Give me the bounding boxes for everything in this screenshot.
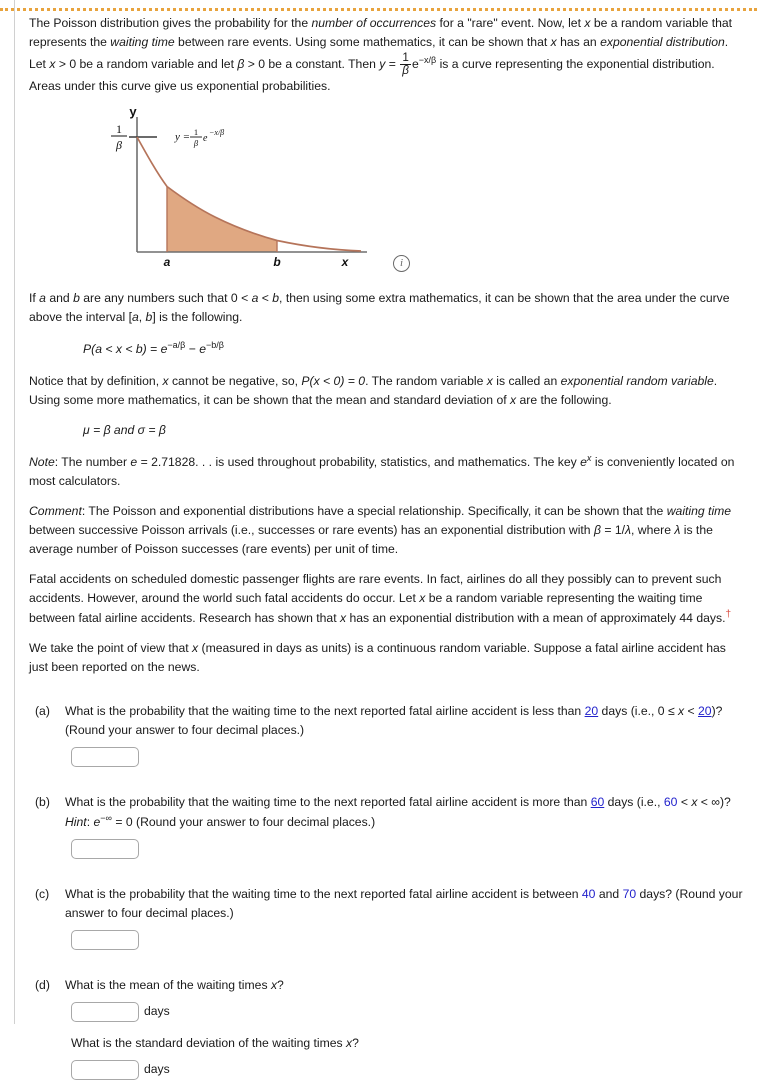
x-axis-label: x bbox=[341, 255, 349, 268]
p2-text-7: ] is the following. bbox=[152, 310, 243, 325]
answer-unit-d-sd: days bbox=[144, 1062, 170, 1077]
p3-var-x-2: x bbox=[486, 373, 493, 388]
scenario-var-x-1: x bbox=[419, 590, 426, 605]
intro-var-x-1: x bbox=[584, 16, 591, 30]
scenario-var-x-2: x bbox=[339, 611, 347, 626]
qa-text-4: )? (Round your answer to four decimal places.) bbox=[65, 704, 723, 738]
info-icon[interactable]: i bbox=[393, 255, 410, 272]
intro-text-9: is a curve representing the exponential distribution. Areas under this curve give us exponential probabilities. bbox=[29, 56, 715, 94]
intro-var-x-3: x bbox=[49, 56, 56, 71]
qb-hint-exponent: −∞ bbox=[100, 812, 112, 823]
answer-input-d-sd[interactable] bbox=[71, 1060, 139, 1080]
qb-text-4: < ∞)? bbox=[697, 795, 731, 810]
qa-value-20-second: 20 bbox=[698, 704, 712, 719]
answer-input-c[interactable] bbox=[71, 930, 139, 950]
note-label: Note bbox=[29, 455, 55, 470]
question-a-label: (a) bbox=[35, 704, 50, 719]
qb-hint-label: Hint bbox=[65, 815, 87, 829]
intro-exp-base: e bbox=[411, 56, 419, 71]
shaded-area-a-to-b bbox=[167, 187, 277, 253]
qa-text-2: days (i.e., 0 ≤ bbox=[598, 704, 679, 719]
intro-text-4: between rare events. Using some mathematics, it can be shown that bbox=[174, 34, 551, 49]
interval-paragraph bbox=[29, 289, 747, 327]
question-d-text bbox=[65, 976, 747, 995]
intro-text-8: > 0 be a constant. Then bbox=[244, 56, 380, 71]
note-paragraph bbox=[29, 452, 747, 491]
p3-text-6: are the following. bbox=[516, 392, 612, 407]
y-intercept-numerator-label: 1 bbox=[116, 122, 122, 137]
fraction-numerator: 1 bbox=[402, 50, 409, 64]
p2-text-6: , bbox=[138, 310, 146, 325]
viewpoint-text-1: We take the point of view that bbox=[29, 641, 193, 656]
intro-exp-power: −x/β bbox=[418, 54, 437, 65]
qb-text-2: days (i.e., bbox=[604, 795, 664, 810]
left-margin-rule bbox=[14, 0, 15, 1024]
intro-text-2: for a "rare" event. Now, let bbox=[436, 16, 585, 30]
p3-prob-zero: P(x < 0) = 0 bbox=[301, 373, 366, 388]
curve-eq-denominator: β bbox=[193, 138, 199, 149]
p3-text-5: . Using some more mathematics, it can be shown that the mean and standard deviation of bbox=[29, 373, 718, 407]
qa-value-20-first: 20 bbox=[584, 704, 599, 719]
note-text-3: is conveniently located on most calculators. bbox=[29, 455, 735, 488]
qb-value-60-second: 60 bbox=[663, 795, 678, 810]
exponential-curve-figure bbox=[29, 107, 747, 283]
p2-var-b-1: b bbox=[73, 291, 80, 306]
p3-text-3: . The random variable bbox=[365, 373, 487, 388]
curve-eq-exponent: −x/β bbox=[209, 128, 225, 138]
question-d bbox=[29, 976, 747, 1080]
qc-value-70: 70 bbox=[622, 886, 637, 901]
qb-text-3: < bbox=[677, 795, 692, 810]
top-dotted-divider bbox=[0, 8, 757, 11]
probability-formula bbox=[29, 338, 747, 360]
viewpoint-text-2: (measured in days as units) is a continuous random variable. Suppose a fatal airline accident has just been reported on the news. bbox=[29, 641, 726, 675]
p2-var-a-1: a bbox=[39, 291, 46, 306]
qd-text-2: ? bbox=[277, 977, 284, 992]
note-var-e: e bbox=[130, 455, 138, 470]
intro-text-7: > 0 be a random variable and let bbox=[55, 56, 238, 71]
question-d-subtext bbox=[71, 1034, 747, 1053]
qc-text-3: days? (Round your answer to four decimal places.) bbox=[65, 886, 743, 920]
note-text-2: = 2.71828. . . is used throughout probability, statistics, and mathematics. The key bbox=[137, 455, 581, 470]
document-content bbox=[29, 14, 747, 1084]
formula-lhs: P(a < x < b) = bbox=[83, 342, 161, 357]
comment-text-5: is the average number of Poisson successes (rare events) per unit of time. bbox=[29, 522, 713, 556]
intro-var-beta: β bbox=[237, 56, 245, 71]
qc-text-2: and bbox=[595, 886, 623, 901]
p3-emph-exponential-random-variable: exponential random variable bbox=[560, 373, 714, 388]
scenario-paragraph bbox=[29, 570, 747, 629]
intro-var-y: y bbox=[379, 56, 386, 71]
qb-hint-colon: : bbox=[86, 815, 94, 829]
note-text-1: : The number bbox=[54, 455, 131, 470]
note-key-e: e bbox=[580, 455, 587, 470]
intro-emph-waiting-time: waiting time bbox=[110, 34, 175, 49]
p2-var-a-3: a bbox=[131, 310, 139, 325]
question-b-text bbox=[65, 793, 747, 832]
qb-text-5: = 0 (Round your answer to four decimal places.) bbox=[111, 815, 376, 829]
qb-text-1: What is the probability that the waiting time to the next reported fatal airline accident is more than bbox=[65, 795, 591, 810]
qa-text-3: < bbox=[684, 704, 698, 719]
question-d-label: (d) bbox=[35, 977, 50, 992]
qa-var-x: x bbox=[678, 704, 685, 719]
comment-emph-waiting-time: waiting time bbox=[666, 503, 732, 518]
p2-var-a-2: a bbox=[251, 291, 259, 306]
p2-text-2: and bbox=[45, 291, 74, 306]
mean-sd-formula: μ = β and σ = β bbox=[83, 422, 166, 437]
p2-text-4: < bbox=[258, 291, 273, 306]
qb-var-x: x bbox=[691, 795, 698, 810]
comment-paragraph bbox=[29, 502, 747, 559]
fraction-denominator: β bbox=[402, 64, 409, 78]
comment-text-4: , where bbox=[631, 522, 675, 537]
intro-var-x-2: x bbox=[550, 34, 557, 49]
qc-value-40: 40 bbox=[581, 886, 596, 901]
answer-input-b[interactable] bbox=[71, 839, 139, 859]
p2-text-5: , then using some extra mathematics, it can be shown that the area under the curve above the interval [ bbox=[29, 291, 730, 325]
p3-text-4: is called an bbox=[492, 373, 561, 388]
nonnegative-paragraph bbox=[29, 372, 747, 410]
viewpoint-var-x: x bbox=[192, 641, 199, 656]
p3-var-x-1: x bbox=[162, 373, 169, 388]
answer-input-a[interactable] bbox=[71, 747, 139, 767]
footnote-dagger[interactable]: † bbox=[725, 609, 732, 621]
intro-emph-exponential-distribution: exponential distribution bbox=[600, 34, 725, 49]
x-tick-label-a: a bbox=[163, 255, 171, 268]
y-intercept-denominator-label: β bbox=[116, 138, 122, 153]
question-c bbox=[29, 885, 747, 950]
p3-text-2: cannot be negative, so, bbox=[168, 373, 302, 388]
p3-var-x-3: x bbox=[510, 392, 517, 407]
y-axis-label: y bbox=[129, 107, 137, 120]
comment-label: Comment bbox=[29, 503, 82, 518]
qd-var-x: x bbox=[270, 977, 278, 992]
question-c-label: (c) bbox=[35, 886, 50, 901]
viewpoint-paragraph bbox=[29, 639, 747, 677]
scenario-text-3: has an exponential distribution with a mean of approximately 44 days. bbox=[346, 611, 726, 626]
qb-hint-e: e bbox=[93, 815, 101, 829]
x-tick-label-b: b bbox=[273, 255, 281, 268]
p2-var-b-3: b bbox=[145, 310, 153, 325]
answer-unit-d-mean: days bbox=[144, 1004, 170, 1019]
intro-fraction-one-over-beta bbox=[400, 52, 411, 78]
intro-equals: = bbox=[385, 56, 400, 71]
formula-minus: − bbox=[185, 342, 200, 357]
question-c-text bbox=[65, 885, 747, 923]
p2-var-b-2: b bbox=[272, 291, 280, 306]
comment-var-lambda-2: λ bbox=[674, 522, 681, 537]
curve-eq-e: e bbox=[203, 133, 208, 145]
intro-text-3: be a random variable that represents the bbox=[29, 16, 733, 49]
question-b-label: (b) bbox=[35, 795, 50, 810]
exponential-curve-svg bbox=[105, 107, 375, 267]
answer-input-d-mean[interactable] bbox=[71, 1002, 139, 1022]
scenario-text-1: Fatal accidents on scheduled domestic passenger flights are rare events. In fact, airlines do all they possibly can to prevent such accidents. However, around the world such fatal accidents do occur. Let bbox=[29, 571, 722, 605]
question-b bbox=[29, 793, 747, 859]
note-key-exponent: x bbox=[586, 453, 592, 464]
question-a-text bbox=[65, 702, 747, 740]
intro-text-1: The Poisson distribution gives the probability for the bbox=[29, 16, 312, 30]
question-a bbox=[29, 702, 747, 767]
comment-var-lambda-1: λ bbox=[625, 522, 631, 537]
qd-sub-var-x: x bbox=[346, 1035, 353, 1050]
qd-sub-text-2: ? bbox=[352, 1035, 359, 1050]
formula-e2: e bbox=[199, 342, 207, 357]
intro-paragraph bbox=[29, 14, 747, 96]
curve-eq-numerator: 1 bbox=[193, 127, 199, 138]
comment-text-3: = 1/ bbox=[600, 522, 625, 537]
formula-e1-exponent: −a/β bbox=[167, 340, 186, 351]
intro-emph-occurrences: number of occurrences bbox=[311, 16, 437, 30]
qc-text-1: What is the probability that the waiting time to the next reported fatal airline accident is between bbox=[65, 886, 582, 901]
qd-text-1: What is the mean of the waiting times bbox=[65, 977, 271, 992]
comment-text-2: between successive Poisson arrivals (i.e., successes or rare events) has an exponential distribution with bbox=[29, 522, 594, 537]
qa-text-1: What is the probability that the waiting time to the next reported fatal airline accident is less than bbox=[65, 704, 585, 719]
comment-var-beta: β bbox=[593, 522, 601, 537]
curve-equation-label: y = bbox=[175, 131, 191, 144]
p2-text-1: If bbox=[29, 291, 40, 306]
scenario-text-2: be a random variable representing the waiting time between fatal airline accidents. Research has shown that bbox=[29, 590, 703, 626]
p3-text-1: Notice that by definition, bbox=[29, 373, 163, 388]
comment-text-1: : The Poisson and exponential distributions have a special relationship. Specifically, it can be shown that the bbox=[81, 503, 667, 518]
p2-text-3: are any numbers such that 0 < bbox=[79, 291, 252, 306]
intro-text-5: has an bbox=[556, 34, 601, 49]
formula-e1: e bbox=[160, 342, 168, 357]
qb-value-60-first: 60 bbox=[590, 795, 605, 810]
intro-text-6: . Let bbox=[29, 34, 729, 71]
qd-sub-text-1: What is the standard deviation of the waiting times bbox=[71, 1035, 347, 1050]
formula-e2-exponent: −b/β bbox=[206, 340, 224, 351]
